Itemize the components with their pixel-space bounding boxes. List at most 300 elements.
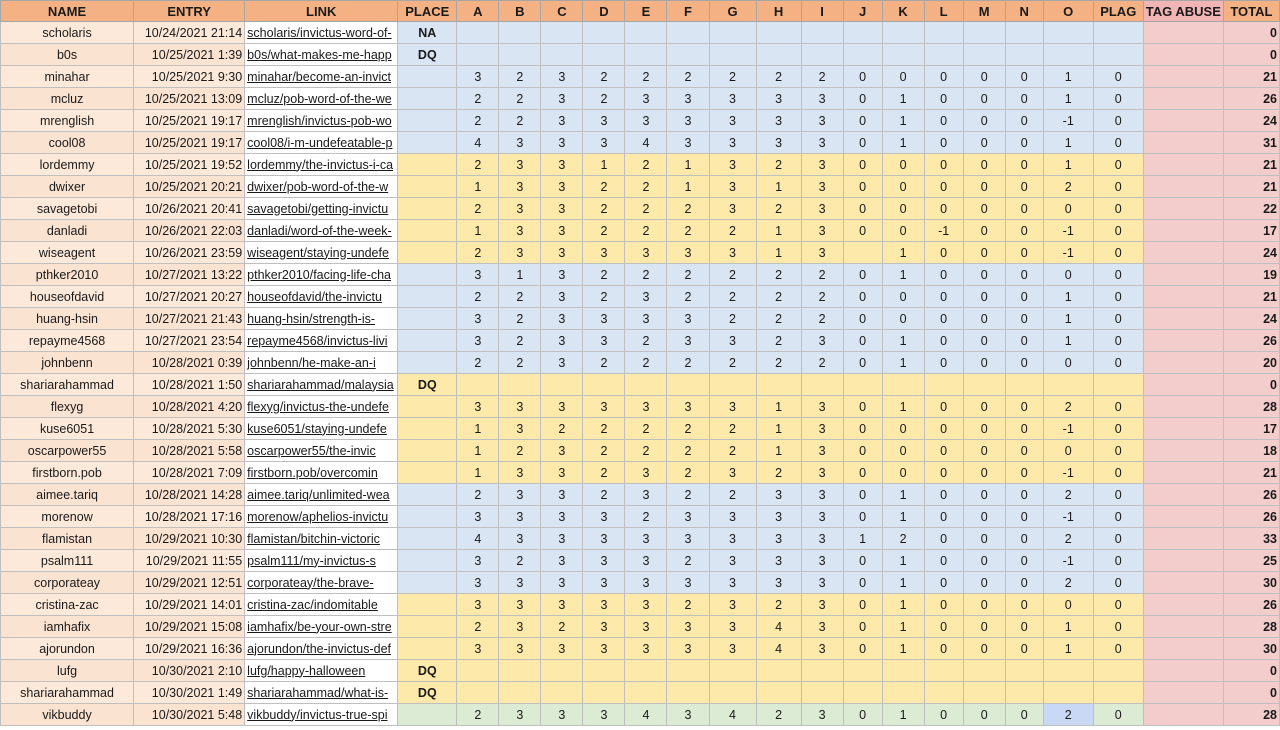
score-cell-d[interactable]: 3 — [583, 594, 625, 616]
score-cell-k[interactable]: 0 — [882, 286, 924, 308]
score-cell-c[interactable]: 3 — [541, 242, 583, 264]
link-cell[interactable]: cool08/i-m-undefeatable-p — [245, 132, 398, 154]
column-header-j[interactable]: J — [843, 1, 882, 22]
place-cell[interactable] — [398, 506, 457, 528]
score-cell-h[interactable]: 2 — [756, 594, 801, 616]
score-cell-h[interactable] — [756, 22, 801, 44]
score-cell-h[interactable]: 2 — [756, 704, 801, 726]
score-cell-c[interactable] — [541, 682, 583, 704]
tag-abuse-cell[interactable] — [1143, 418, 1223, 440]
place-cell[interactable] — [398, 66, 457, 88]
score-cell-j[interactable]: 0 — [843, 440, 882, 462]
score-cell-l[interactable]: 0 — [924, 396, 963, 418]
score-cell-j[interactable]: 0 — [843, 594, 882, 616]
score-cell-n[interactable]: 0 — [1005, 462, 1043, 484]
link-cell[interactable]: mrenglish/invictus-pob-wo — [245, 110, 398, 132]
tag-abuse-cell[interactable] — [1143, 286, 1223, 308]
score-cell-c[interactable]: 3 — [541, 198, 583, 220]
score-cell-j[interactable]: 0 — [843, 704, 882, 726]
link-cell[interactable]: wiseagent/staying-undefe — [245, 242, 398, 264]
score-cell-l[interactable] — [924, 44, 963, 66]
score-cell-f[interactable]: 3 — [667, 242, 709, 264]
score-cell-o[interactable]: 2 — [1043, 572, 1093, 594]
score-cell-plag[interactable] — [1093, 22, 1143, 44]
entry-cell[interactable]: 10/28/2021 7:09 — [134, 462, 245, 484]
score-cell-n[interactable]: 0 — [1005, 198, 1043, 220]
score-cell-a[interactable]: 2 — [457, 616, 499, 638]
score-cell-g[interactable]: 2 — [709, 264, 756, 286]
score-cell-m[interactable]: 0 — [963, 198, 1005, 220]
score-cell-e[interactable]: 4 — [625, 704, 667, 726]
score-cell-m[interactable]: 0 — [963, 66, 1005, 88]
score-cell-j[interactable]: 0 — [843, 484, 882, 506]
score-cell-m[interactable]: 0 — [963, 462, 1005, 484]
score-cell-c[interactable]: 2 — [541, 616, 583, 638]
score-cell-n[interactable]: 0 — [1005, 704, 1043, 726]
tag-abuse-cell[interactable] — [1143, 506, 1223, 528]
name-cell[interactable]: minahar — [1, 66, 134, 88]
score-cell-l[interactable]: 0 — [924, 572, 963, 594]
score-cell-o[interactable]: 0 — [1043, 594, 1093, 616]
score-cell-i[interactable]: 3 — [801, 396, 843, 418]
score-cell-h[interactable]: 2 — [756, 462, 801, 484]
score-cell-d[interactable]: 2 — [583, 286, 625, 308]
score-cell-c[interactable]: 2 — [541, 418, 583, 440]
name-cell[interactable]: pthker2010 — [1, 264, 134, 286]
score-cell-h[interactable]: 2 — [756, 308, 801, 330]
score-cell-l[interactable]: 0 — [924, 242, 963, 264]
place-cell[interactable] — [398, 110, 457, 132]
score-cell-o[interactable] — [1043, 682, 1093, 704]
score-cell-f[interactable]: 2 — [667, 220, 709, 242]
score-cell-o[interactable]: 1 — [1043, 66, 1093, 88]
score-cell-i[interactable]: 3 — [801, 88, 843, 110]
score-cell-b[interactable] — [499, 682, 541, 704]
score-cell-f[interactable]: 2 — [667, 352, 709, 374]
score-cell-d[interactable]: 3 — [583, 704, 625, 726]
score-cell-e[interactable]: 3 — [625, 110, 667, 132]
total-cell[interactable]: 21 — [1223, 462, 1279, 484]
score-cell-d[interactable]: 2 — [583, 88, 625, 110]
link-cell[interactable]: flamistan/bitchin-victoric — [245, 528, 398, 550]
tag-abuse-cell[interactable] — [1143, 528, 1223, 550]
name-cell[interactable]: mrenglish — [1, 110, 134, 132]
score-cell-d[interactable] — [583, 374, 625, 396]
score-cell-b[interactable]: 3 — [499, 418, 541, 440]
score-cell-g[interactable]: 2 — [709, 418, 756, 440]
score-cell-a[interactable]: 3 — [457, 66, 499, 88]
score-cell-f[interactable]: 3 — [667, 132, 709, 154]
name-cell[interactable]: cool08 — [1, 132, 134, 154]
score-cell-d[interactable]: 2 — [583, 176, 625, 198]
score-cell-g[interactable]: 3 — [709, 198, 756, 220]
score-cell-j[interactable]: 0 — [843, 110, 882, 132]
score-cell-g[interactable]: 3 — [709, 110, 756, 132]
score-cell-m[interactable]: 0 — [963, 528, 1005, 550]
place-cell[interactable] — [398, 638, 457, 660]
score-cell-f[interactable]: 2 — [667, 440, 709, 462]
score-cell-b[interactable]: 3 — [499, 396, 541, 418]
total-cell[interactable]: 30 — [1223, 572, 1279, 594]
total-cell[interactable]: 0 — [1223, 22, 1279, 44]
entry-cell[interactable]: 10/25/2021 9:30 — [134, 66, 245, 88]
score-cell-n[interactable]: 0 — [1005, 242, 1043, 264]
score-cell-g[interactable] — [709, 44, 756, 66]
entry-cell[interactable]: 10/29/2021 14:01 — [134, 594, 245, 616]
score-cell-n[interactable]: 0 — [1005, 528, 1043, 550]
score-cell-f[interactable] — [667, 660, 709, 682]
tag-abuse-cell[interactable] — [1143, 638, 1223, 660]
score-cell-n[interactable]: 0 — [1005, 308, 1043, 330]
score-cell-c[interactable]: 3 — [541, 286, 583, 308]
score-cell-m[interactable] — [963, 22, 1005, 44]
link-cell[interactable]: aimee.tariq/unlimited-wea — [245, 484, 398, 506]
score-cell-g[interactable]: 3 — [709, 638, 756, 660]
entry-cell[interactable]: 10/29/2021 10:30 — [134, 528, 245, 550]
score-cell-n[interactable]: 0 — [1005, 220, 1043, 242]
place-cell[interactable] — [398, 528, 457, 550]
score-cell-m[interactable]: 0 — [963, 352, 1005, 374]
score-cell-k[interactable]: 1 — [882, 242, 924, 264]
name-cell[interactable]: psalm111 — [1, 550, 134, 572]
score-cell-plag[interactable]: 0 — [1093, 242, 1143, 264]
score-cell-k[interactable]: 0 — [882, 176, 924, 198]
score-cell-e[interactable]: 2 — [625, 352, 667, 374]
score-cell-c[interactable] — [541, 660, 583, 682]
entry-cell[interactable]: 10/27/2021 20:27 — [134, 286, 245, 308]
total-cell[interactable]: 24 — [1223, 242, 1279, 264]
score-cell-i[interactable]: 2 — [801, 264, 843, 286]
entry-cell[interactable]: 10/28/2021 0:39 — [134, 352, 245, 374]
link-cell[interactable]: danladi/word-of-the-week- — [245, 220, 398, 242]
score-cell-o[interactable]: 1 — [1043, 132, 1093, 154]
score-cell-a[interactable] — [457, 374, 499, 396]
score-cell-o[interactable]: 1 — [1043, 308, 1093, 330]
score-cell-n[interactable]: 0 — [1005, 286, 1043, 308]
score-cell-plag[interactable]: 0 — [1093, 110, 1143, 132]
link-cell[interactable]: repayme4568/invictus-livi — [245, 330, 398, 352]
score-cell-k[interactable]: 0 — [882, 66, 924, 88]
score-cell-o[interactable]: 0 — [1043, 352, 1093, 374]
score-cell-m[interactable]: 0 — [963, 308, 1005, 330]
score-cell-plag[interactable]: 0 — [1093, 594, 1143, 616]
score-cell-k[interactable]: 1 — [882, 616, 924, 638]
score-cell-d[interactable]: 2 — [583, 484, 625, 506]
score-cell-l[interactable]: 0 — [924, 638, 963, 660]
column-header-link[interactable]: LINK — [245, 1, 398, 22]
tag-abuse-cell[interactable] — [1143, 176, 1223, 198]
score-cell-plag[interactable]: 0 — [1093, 154, 1143, 176]
score-cell-c[interactable]: 3 — [541, 550, 583, 572]
score-cell-n[interactable]: 0 — [1005, 550, 1043, 572]
score-cell-plag[interactable]: 0 — [1093, 132, 1143, 154]
score-cell-g[interactable]: 3 — [709, 594, 756, 616]
place-cell[interactable] — [398, 352, 457, 374]
score-cell-c[interactable]: 3 — [541, 220, 583, 242]
score-cell-i[interactable]: 3 — [801, 132, 843, 154]
score-cell-l[interactable]: 0 — [924, 88, 963, 110]
total-cell[interactable]: 26 — [1223, 594, 1279, 616]
score-cell-a[interactable]: 3 — [457, 330, 499, 352]
score-cell-plag[interactable] — [1093, 660, 1143, 682]
name-cell[interactable]: wiseagent — [1, 242, 134, 264]
score-cell-h[interactable]: 3 — [756, 550, 801, 572]
score-cell-d[interactable] — [583, 660, 625, 682]
name-cell[interactable]: lufg — [1, 660, 134, 682]
score-cell-l[interactable] — [924, 374, 963, 396]
score-cell-n[interactable]: 0 — [1005, 396, 1043, 418]
score-cell-b[interactable]: 3 — [499, 594, 541, 616]
place-cell[interactable] — [398, 308, 457, 330]
score-cell-plag[interactable]: 0 — [1093, 484, 1143, 506]
score-cell-a[interactable]: 1 — [457, 220, 499, 242]
score-cell-l[interactable]: 0 — [924, 198, 963, 220]
score-cell-e[interactable]: 3 — [625, 594, 667, 616]
link-cell[interactable]: flexyg/invictus-the-undefe — [245, 396, 398, 418]
link-cell[interactable]: shariarahammad/what-is- — [245, 682, 398, 704]
score-cell-k[interactable]: 1 — [882, 352, 924, 374]
score-cell-k[interactable]: 1 — [882, 638, 924, 660]
score-cell-i[interactable]: 3 — [801, 154, 843, 176]
place-cell[interactable] — [398, 286, 457, 308]
name-cell[interactable]: johnbenn — [1, 352, 134, 374]
score-cell-j[interactable]: 0 — [843, 308, 882, 330]
score-cell-i[interactable] — [801, 682, 843, 704]
column-header-k[interactable]: K — [882, 1, 924, 22]
place-cell[interactable] — [398, 594, 457, 616]
score-cell-l[interactable]: 0 — [924, 110, 963, 132]
score-cell-g[interactable]: 4 — [709, 704, 756, 726]
name-cell[interactable]: shariarahammad — [1, 682, 134, 704]
score-cell-c[interactable]: 3 — [541, 330, 583, 352]
column-header-f[interactable]: F — [667, 1, 709, 22]
link-cell[interactable]: kuse6051/staying-undefe — [245, 418, 398, 440]
score-cell-d[interactable]: 3 — [583, 616, 625, 638]
name-cell[interactable]: ajorundon — [1, 638, 134, 660]
score-cell-f[interactable] — [667, 44, 709, 66]
score-cell-b[interactable]: 3 — [499, 506, 541, 528]
score-cell-g[interactable]: 3 — [709, 154, 756, 176]
score-cell-i[interactable]: 3 — [801, 528, 843, 550]
link-cell[interactable]: corporateay/the-brave- — [245, 572, 398, 594]
score-cell-plag[interactable]: 0 — [1093, 330, 1143, 352]
entry-cell[interactable]: 10/27/2021 23:54 — [134, 330, 245, 352]
place-cell[interactable]: NA — [398, 22, 457, 44]
score-cell-d[interactable]: 3 — [583, 572, 625, 594]
score-cell-k[interactable]: 0 — [882, 220, 924, 242]
score-cell-e[interactable]: 2 — [625, 176, 667, 198]
entry-cell[interactable]: 10/27/2021 13:22 — [134, 264, 245, 286]
score-cell-a[interactable] — [457, 682, 499, 704]
score-cell-h[interactable]: 2 — [756, 352, 801, 374]
name-cell[interactable]: danladi — [1, 220, 134, 242]
score-cell-b[interactable]: 2 — [499, 286, 541, 308]
score-cell-e[interactable]: 3 — [625, 462, 667, 484]
score-cell-m[interactable]: 0 — [963, 264, 1005, 286]
entry-cell[interactable]: 10/27/2021 21:43 — [134, 308, 245, 330]
score-cell-k[interactable]: 1 — [882, 572, 924, 594]
score-cell-j[interactable]: 0 — [843, 132, 882, 154]
score-cell-d[interactable]: 2 — [583, 66, 625, 88]
score-cell-a[interactable]: 3 — [457, 550, 499, 572]
score-cell-m[interactable]: 0 — [963, 594, 1005, 616]
place-cell[interactable] — [398, 616, 457, 638]
score-cell-c[interactable]: 3 — [541, 572, 583, 594]
entry-cell[interactable]: 10/28/2021 14:28 — [134, 484, 245, 506]
score-cell-b[interactable]: 3 — [499, 198, 541, 220]
score-cell-h[interactable]: 1 — [756, 242, 801, 264]
tag-abuse-cell[interactable] — [1143, 616, 1223, 638]
entry-cell[interactable]: 10/28/2021 5:30 — [134, 418, 245, 440]
score-cell-n[interactable]: 0 — [1005, 440, 1043, 462]
name-cell[interactable]: vikbuddy — [1, 704, 134, 726]
score-cell-m[interactable]: 0 — [963, 176, 1005, 198]
score-cell-k[interactable]: 1 — [882, 264, 924, 286]
score-cell-f[interactable]: 3 — [667, 638, 709, 660]
score-cell-o[interactable] — [1043, 374, 1093, 396]
score-cell-l[interactable]: 0 — [924, 418, 963, 440]
score-cell-j[interactable]: 1 — [843, 528, 882, 550]
link-cell[interactable]: dwixer/pob-word-of-the-w — [245, 176, 398, 198]
score-cell-l[interactable]: 0 — [924, 308, 963, 330]
score-cell-k[interactable]: 1 — [882, 550, 924, 572]
score-cell-g[interactable]: 3 — [709, 506, 756, 528]
score-cell-j[interactable] — [843, 242, 882, 264]
score-cell-k[interactable]: 0 — [882, 154, 924, 176]
name-cell[interactable]: kuse6051 — [1, 418, 134, 440]
score-cell-h[interactable]: 2 — [756, 154, 801, 176]
score-cell-h[interactable] — [756, 660, 801, 682]
score-cell-i[interactable] — [801, 374, 843, 396]
score-cell-n[interactable]: 0 — [1005, 638, 1043, 660]
score-cell-k[interactable]: 2 — [882, 528, 924, 550]
score-cell-j[interactable] — [843, 682, 882, 704]
name-cell[interactable]: savagetobi — [1, 198, 134, 220]
score-cell-a[interactable]: 2 — [457, 484, 499, 506]
score-cell-h[interactable]: 1 — [756, 396, 801, 418]
score-cell-l[interactable]: 0 — [924, 352, 963, 374]
score-cell-b[interactable]: 3 — [499, 616, 541, 638]
score-cell-i[interactable]: 3 — [801, 572, 843, 594]
score-cell-i[interactable]: 3 — [801, 462, 843, 484]
score-cell-l[interactable]: 0 — [924, 154, 963, 176]
score-cell-k[interactable] — [882, 660, 924, 682]
total-cell[interactable]: 18 — [1223, 440, 1279, 462]
total-cell[interactable]: 26 — [1223, 330, 1279, 352]
score-cell-h[interactable] — [756, 682, 801, 704]
entry-cell[interactable]: 10/26/2021 23:59 — [134, 242, 245, 264]
tag-abuse-cell[interactable] — [1143, 154, 1223, 176]
score-cell-k[interactable]: 1 — [882, 110, 924, 132]
entry-cell[interactable]: 10/29/2021 16:36 — [134, 638, 245, 660]
score-cell-h[interactable]: 3 — [756, 132, 801, 154]
score-cell-k[interactable]: 0 — [882, 198, 924, 220]
score-cell-j[interactable]: 0 — [843, 330, 882, 352]
score-cell-m[interactable]: 0 — [963, 704, 1005, 726]
tag-abuse-cell[interactable] — [1143, 572, 1223, 594]
score-cell-g[interactable] — [709, 374, 756, 396]
score-cell-plag[interactable]: 0 — [1093, 638, 1143, 660]
score-cell-m[interactable]: 0 — [963, 396, 1005, 418]
score-cell-j[interactable]: 0 — [843, 176, 882, 198]
place-cell[interactable] — [398, 330, 457, 352]
score-cell-n[interactable]: 0 — [1005, 352, 1043, 374]
entry-cell[interactable]: 10/28/2021 5:58 — [134, 440, 245, 462]
score-cell-l[interactable]: 0 — [924, 286, 963, 308]
score-cell-j[interactable]: 0 — [843, 396, 882, 418]
score-cell-plag[interactable]: 0 — [1093, 264, 1143, 286]
score-cell-f[interactable]: 2 — [667, 418, 709, 440]
score-cell-a[interactable] — [457, 22, 499, 44]
score-cell-o[interactable] — [1043, 44, 1093, 66]
score-cell-h[interactable]: 2 — [756, 264, 801, 286]
score-cell-a[interactable]: 1 — [457, 440, 499, 462]
tag-abuse-cell[interactable] — [1143, 110, 1223, 132]
score-cell-m[interactable]: 0 — [963, 88, 1005, 110]
score-cell-d[interactable]: 3 — [583, 330, 625, 352]
score-cell-f[interactable] — [667, 22, 709, 44]
score-cell-plag[interactable]: 0 — [1093, 704, 1143, 726]
score-cell-a[interactable]: 2 — [457, 242, 499, 264]
score-cell-n[interactable]: 0 — [1005, 88, 1043, 110]
column-header-l[interactable]: L — [924, 1, 963, 22]
entry-cell[interactable]: 10/25/2021 1:39 — [134, 44, 245, 66]
score-cell-e[interactable]: 3 — [625, 88, 667, 110]
score-cell-e[interactable]: 3 — [625, 616, 667, 638]
score-cell-l[interactable]: 0 — [924, 176, 963, 198]
score-cell-d[interactable]: 3 — [583, 528, 625, 550]
score-cell-g[interactable]: 3 — [709, 396, 756, 418]
entry-cell[interactable]: 10/28/2021 17:16 — [134, 506, 245, 528]
score-cell-b[interactable]: 3 — [499, 704, 541, 726]
score-cell-n[interactable]: 0 — [1005, 110, 1043, 132]
score-cell-d[interactable]: 3 — [583, 110, 625, 132]
score-cell-f[interactable]: 2 — [667, 462, 709, 484]
score-cell-b[interactable]: 2 — [499, 88, 541, 110]
score-cell-a[interactable]: 3 — [457, 572, 499, 594]
total-cell[interactable]: 24 — [1223, 308, 1279, 330]
score-cell-g[interactable]: 2 — [709, 220, 756, 242]
tag-abuse-cell[interactable] — [1143, 88, 1223, 110]
score-cell-f[interactable]: 2 — [667, 264, 709, 286]
score-cell-l[interactable]: 0 — [924, 264, 963, 286]
score-cell-g[interactable]: 2 — [709, 286, 756, 308]
score-cell-h[interactable]: 1 — [756, 440, 801, 462]
score-cell-o[interactable]: -1 — [1043, 418, 1093, 440]
score-cell-b[interactable]: 2 — [499, 550, 541, 572]
score-cell-e[interactable] — [625, 44, 667, 66]
entry-cell[interactable]: 10/25/2021 19:17 — [134, 132, 245, 154]
score-cell-plag[interactable]: 0 — [1093, 220, 1143, 242]
score-cell-n[interactable]: 0 — [1005, 616, 1043, 638]
score-cell-n[interactable] — [1005, 22, 1043, 44]
score-cell-o[interactable]: 1 — [1043, 286, 1093, 308]
column-header-e[interactable]: E — [625, 1, 667, 22]
score-cell-k[interactable]: 1 — [882, 132, 924, 154]
entry-cell[interactable]: 10/25/2021 20:21 — [134, 176, 245, 198]
score-cell-m[interactable]: 0 — [963, 330, 1005, 352]
column-header-b[interactable]: B — [499, 1, 541, 22]
place-cell[interactable] — [398, 440, 457, 462]
score-cell-n[interactable] — [1005, 682, 1043, 704]
score-cell-b[interactable]: 2 — [499, 110, 541, 132]
score-cell-c[interactable]: 3 — [541, 66, 583, 88]
place-cell[interactable] — [398, 176, 457, 198]
score-cell-m[interactable]: 0 — [963, 418, 1005, 440]
score-cell-a[interactable]: 1 — [457, 462, 499, 484]
score-cell-e[interactable]: 2 — [625, 506, 667, 528]
score-cell-l[interactable]: 0 — [924, 704, 963, 726]
